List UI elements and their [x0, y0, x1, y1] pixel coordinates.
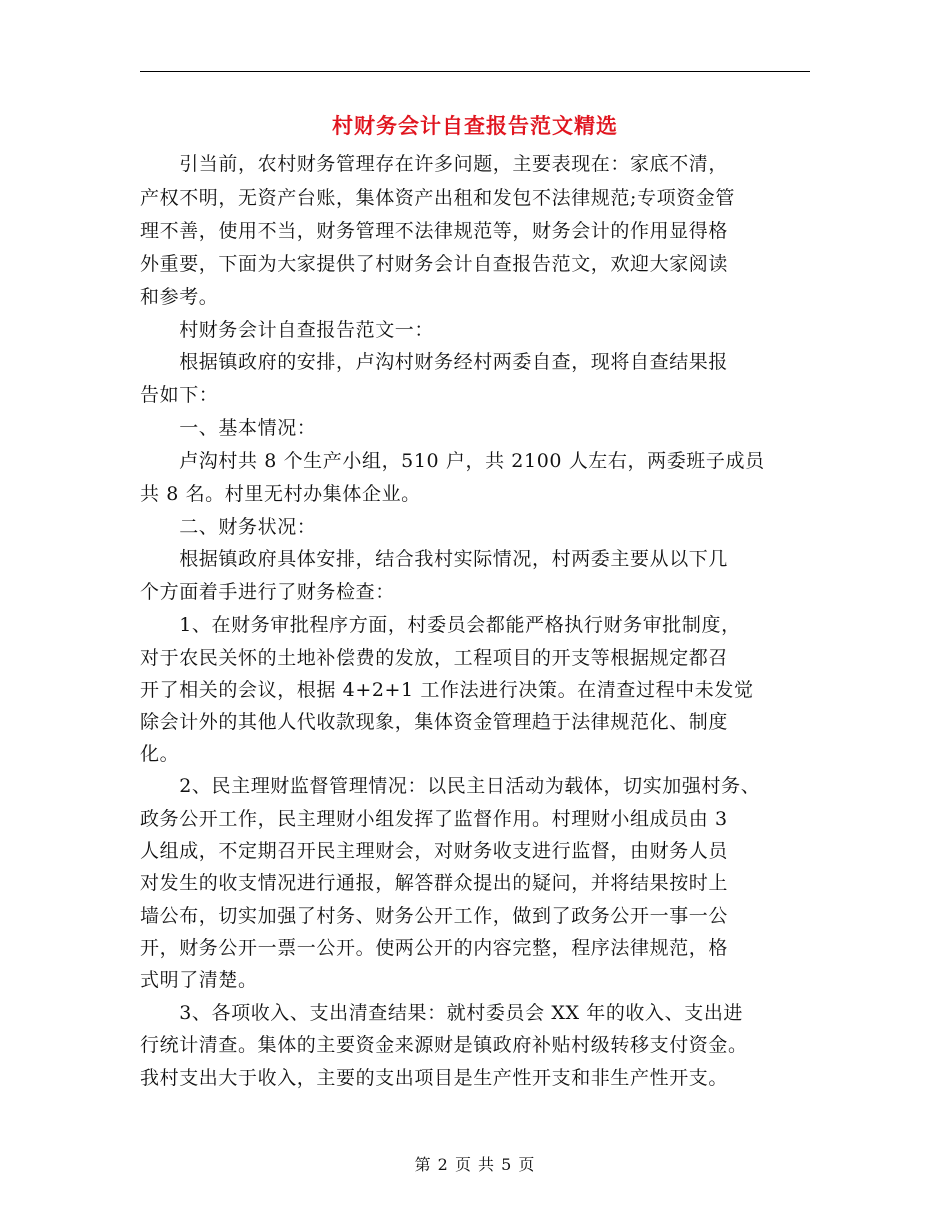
body-line: 一、基本情况：: [140, 417, 317, 439]
body-line: 行统计清查。集体的主要资金来源财是镇政府补贴村级转移支付资金。: [140, 1034, 748, 1056]
body-line: 开，财务公开一票一公开。使两公开的内容完整，程序法律规范，格: [140, 937, 729, 959]
body-line: 卢沟村共 8 个生产小组，510 户，共 2100 人左右，两委班子成员: [140, 450, 765, 472]
body-line: 共 8 名。村里无村办集体企业。: [140, 483, 421, 505]
body-line: 和参考。: [140, 286, 219, 308]
body-line: 2、民主理财监督管理情况：以民主日活动为载体，切实加强村务、: [140, 775, 761, 797]
body-line: 个方面着手进行了财务检查：: [140, 581, 395, 603]
body-line: 外重要，下面为大家提供了村财务会计自查报告范文，欢迎大家阅读: [140, 253, 729, 275]
body-line: 1、在财务审批程序方面，村委员会都能严格执行财务审批制度，: [140, 614, 741, 636]
body-line: 产权不明，无资产台账，集体资产出租和发包不法律规范;专项资金管: [140, 187, 736, 209]
body-line: 对于农民关怀的土地补偿费的发放，工程项目的开支等根据规定都召: [140, 647, 729, 669]
body-line: 村财务会计自查报告范文一：: [140, 319, 435, 341]
body-line: 除会计外的其他人代收款现象，集体资金管理趋于法律规范化、制度: [140, 711, 729, 733]
body-line: 根据镇政府具体安排，结合我村实际情况，村两委主要从以下几: [140, 548, 729, 570]
body-line: 对发生的收支情况进行通报，解答群众提出的疑问，并将结果按时上: [140, 872, 729, 894]
document-title: 村财务会计自查报告范文精选: [332, 113, 618, 138]
body-line: 理不善，使用不当，财务管理不法律规范等，财务会计的作用显得格: [140, 220, 729, 242]
body-line: 墙公布，切实加强了村务、财务公开工作，做到了政务公开一事一公: [140, 905, 729, 927]
page-number: 第 2 页 共 5 页: [414, 1155, 536, 1174]
body-line: 二、财务状况：: [140, 516, 317, 538]
header-rule: [140, 71, 810, 72]
body-line: 根据镇政府的安排，卢沟村财务经村两委自查，现将自查结果报: [140, 351, 729, 373]
body-line: 引当前，农村财务管理存在许多问题，主要表现在：家底不清，: [140, 153, 729, 175]
body-line: 化。: [140, 743, 180, 765]
body-line: 人组成，不定期召开民主理财会，对财务收支进行监督，由财务人员: [140, 840, 729, 862]
body-line: 政务公开工作，民主理财小组发挥了监督作用。村理财小组成员由 3: [140, 808, 728, 830]
body-line: 式明了清楚。: [140, 969, 258, 991]
body-line: 我村支出大于收入，主要的支出项目是生产性开支和非生产性开支。: [140, 1067, 729, 1089]
body-line: 告如下：: [140, 384, 219, 406]
body-line: 开了相关的会议，根据 4+2+1 工作法进行决策。在清查过程中未发觉: [140, 679, 754, 701]
body-line: 3、各项收入、支出清查结果：就村委员会 XX 年的收入、支出进: [140, 1002, 744, 1024]
